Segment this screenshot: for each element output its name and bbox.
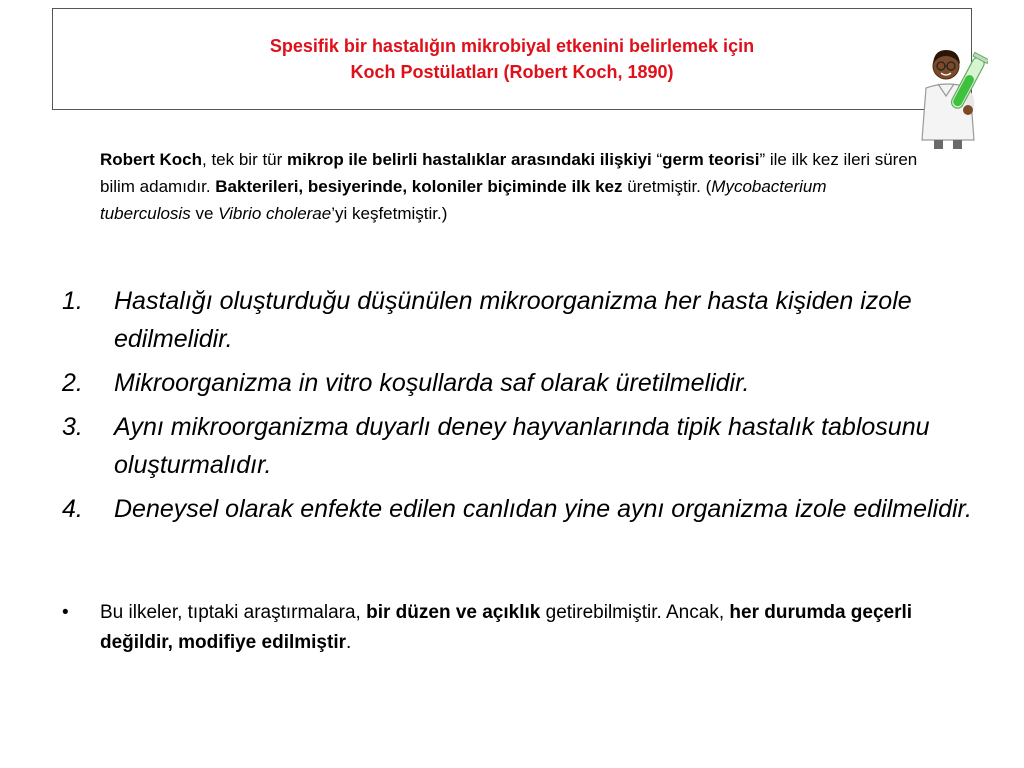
intro-text: , tek bir tür (202, 150, 288, 169)
intro-quote-open: “ (651, 150, 663, 169)
intro-text: ve (190, 204, 219, 223)
intro-germ-theory: germ teorisi (662, 150, 760, 169)
list-item-text: Mikroorganizma in vitro koşullarda saf olarak üretilmelidir. (114, 369, 750, 397)
list-item (62, 490, 982, 528)
intro-bold-bacteria: Bakterileri, besiyerinde, koloniler biçiminde ilk kez (215, 177, 623, 196)
list-item-number: 1. (62, 287, 83, 315)
intro-text: ’yi keşfetmiştir.) (331, 204, 448, 223)
closing-text-part: . (346, 632, 352, 653)
closing-bold-order: bir düzen ve açıklık (366, 602, 541, 623)
scientist-holding-test-tube-icon (908, 44, 988, 152)
title-box (52, 8, 972, 110)
intro-robert-koch: Robert Koch (100, 150, 202, 169)
closing-bullet-paragraph (62, 598, 962, 658)
list-item-text: Deneysel olarak enfekte edilen canlıdan yine aynı organizma izole edilmelidir. (114, 495, 972, 523)
list-item (62, 282, 982, 358)
list-item-number: 4. (62, 495, 83, 523)
intro-text: üretmiştir. ( (622, 177, 712, 196)
title-line-1: Spesifik bir hastalığın mikrobiyal etkenini belirlemek için (269, 36, 755, 56)
intro-paragraph (100, 146, 920, 227)
list-item-number: 3. (62, 413, 83, 441)
intro-text: ” ile ilk kez ileri süren bilim adamıdır. (100, 150, 918, 196)
bullet-icon: • (62, 602, 69, 623)
closing-text-part: getirebilmiştir. Ancak, (540, 602, 730, 623)
list-item-text: Aynı mikroorganizma duyarlı deney hayvanlarında tipik hastalık tablosunu oluşturmalıdır. (114, 413, 930, 479)
closing-bold-not-valid: her durumda geçerli değildir, modifiye edilmiştir (100, 602, 913, 653)
list-item-text: Hastalığı oluşturduğu düşünülen mikroorganizma her hasta kişiden izole edilmelidir. (114, 287, 912, 353)
intro-bold-relation: mikrop ile belirli hastalıklar arasındaki ilişkiyi (287, 150, 652, 169)
intro-vibrio: Vibrio cholerae (218, 204, 332, 223)
list-item (62, 408, 982, 484)
title-line-2: Koch Postülatları (Robert Koch, 1890) (350, 62, 674, 82)
closing-text-part: Bu ilkeler, tıptaki araştırmalara, (100, 602, 367, 623)
intro-mycobacterium: Mycobacterium tuberculosis (100, 177, 827, 223)
postulate-list (62, 282, 982, 534)
list-item (62, 364, 982, 402)
closing-text (62, 598, 962, 658)
list-item-number: 2. (62, 369, 83, 397)
